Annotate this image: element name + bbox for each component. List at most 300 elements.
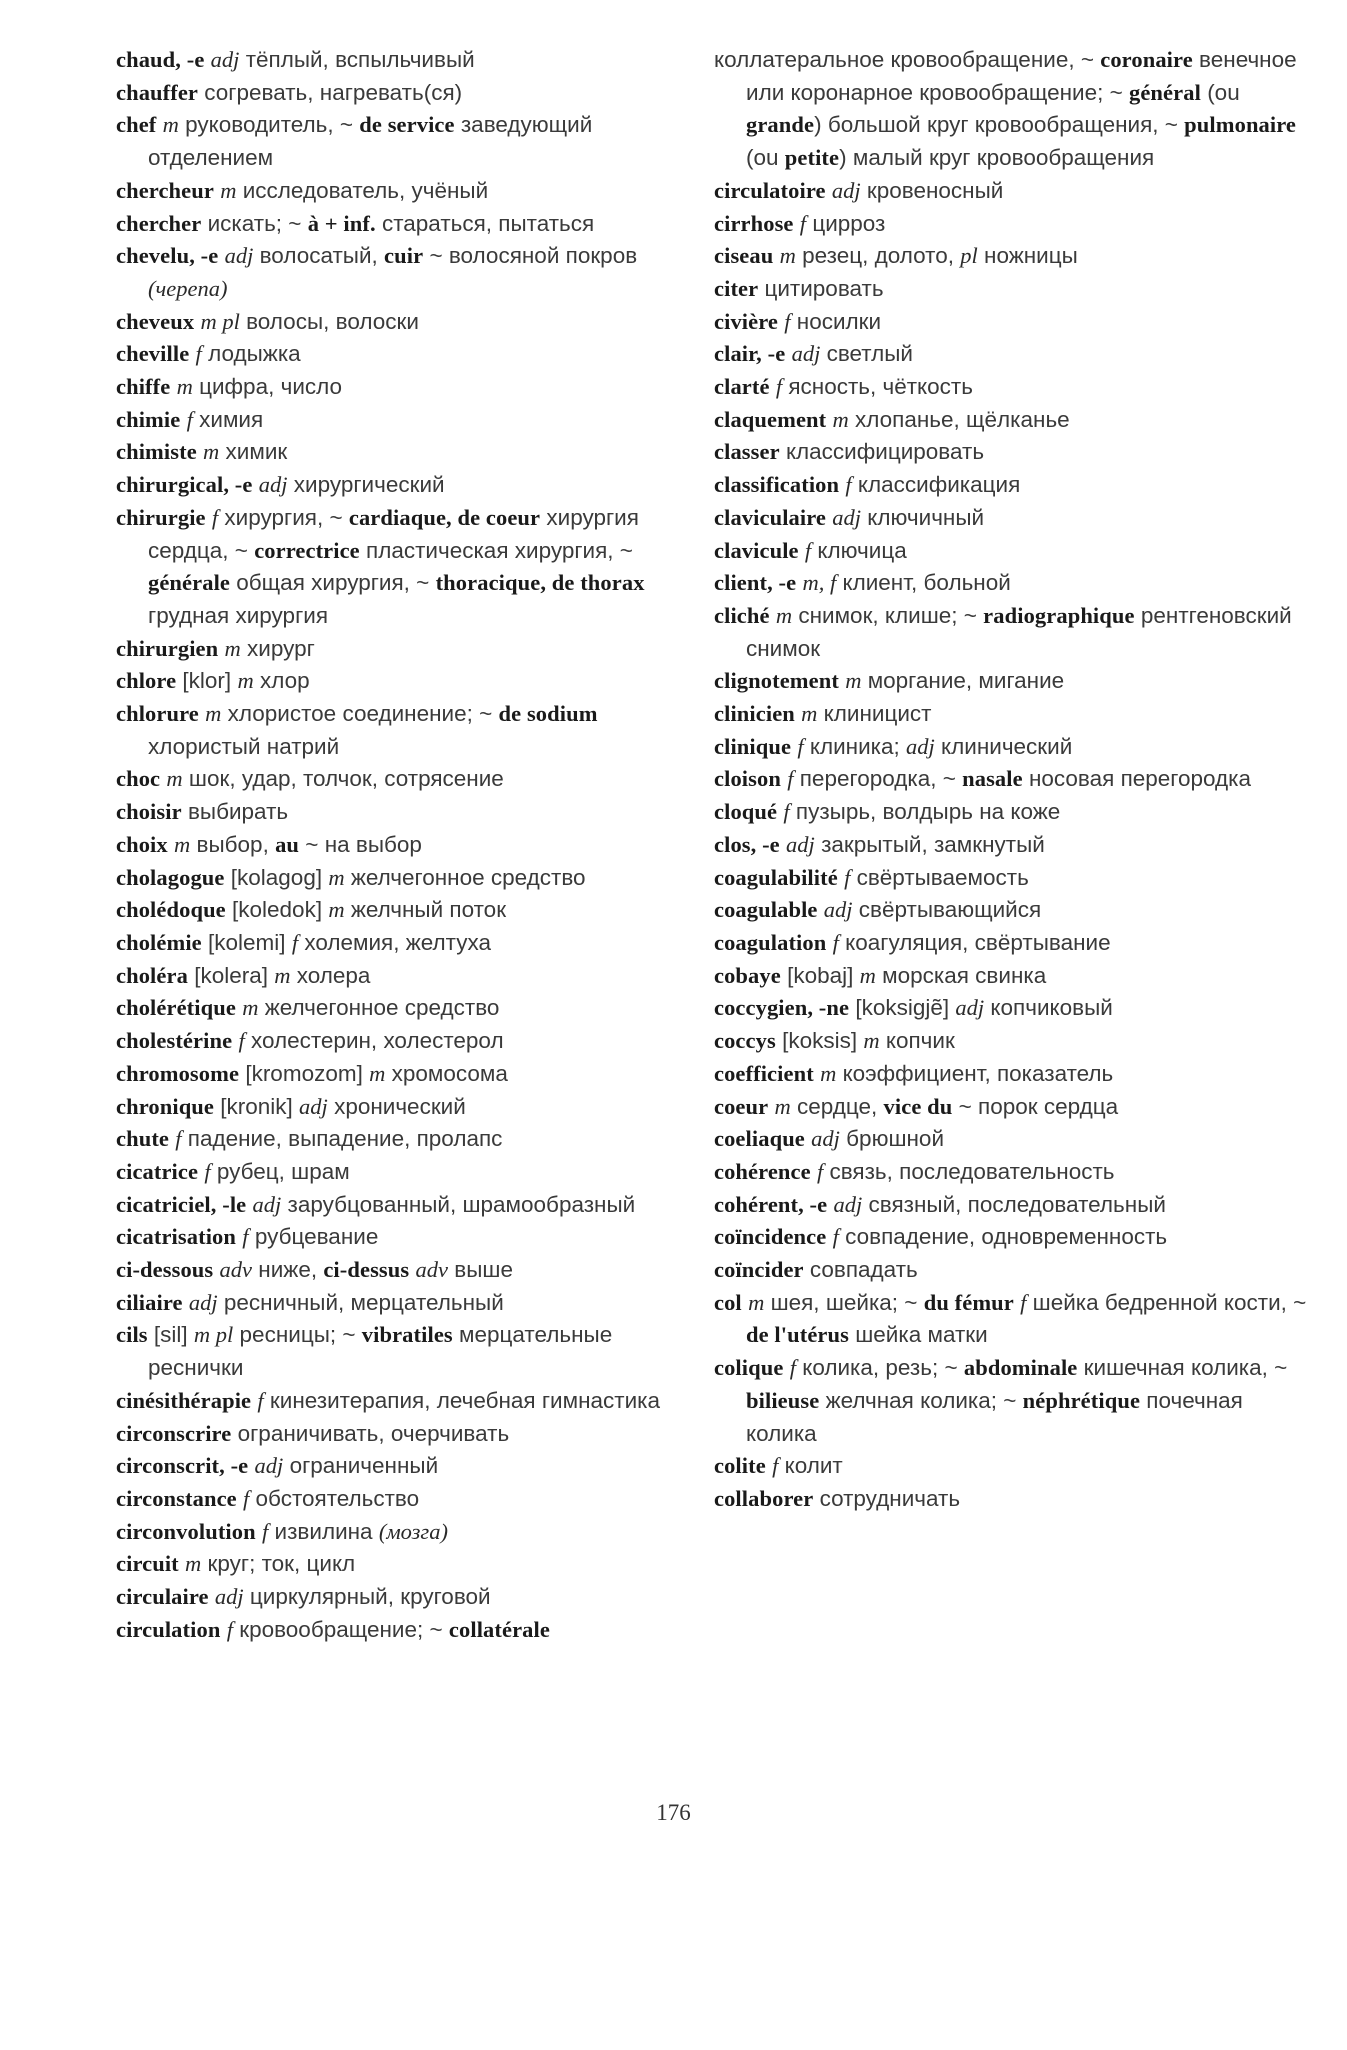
dictionary-entry <box>714 567 1314 600</box>
dictionary-entry <box>714 796 1314 829</box>
translation-text: кинезитерапия, лечебная гимнастика <box>263 1387 660 1413</box>
translation-text: кровообращение; ~ <box>232 1616 449 1642</box>
translation-text: [kolagog] <box>224 864 329 890</box>
translation-text: желчный поток <box>344 897 507 923</box>
grammar-label: m <box>328 897 345 923</box>
dictionary-entry <box>116 1123 706 1156</box>
translation-text: (ou <box>746 145 785 171</box>
headword: circonvolution <box>116 1518 256 1544</box>
translation-text: снимок, клише; ~ <box>792 602 984 628</box>
headword: choc <box>116 766 161 792</box>
headword: ci-dessus <box>323 1257 410 1283</box>
headword: cholestérine <box>116 1028 233 1054</box>
translation-text: исследователь, учёный <box>236 177 489 203</box>
grammar-label: f <box>257 1387 264 1413</box>
grammar-label: f <box>772 1453 779 1479</box>
grammar-label: adj <box>254 1453 284 1479</box>
headword: nasale <box>962 766 1023 792</box>
headword: coronaire <box>1100 47 1193 72</box>
headword: chaud, -e <box>116 47 205 72</box>
headword: coïncider <box>714 1257 804 1283</box>
headword: ciseau <box>714 243 774 269</box>
grammar-label: adj <box>258 472 288 498</box>
translation-text: цифра, число <box>192 374 343 400</box>
headword: chirurgie <box>116 504 206 530</box>
headword: cheville <box>116 341 190 367</box>
grammar-label: adj <box>955 995 985 1021</box>
translation-text: [koksis] <box>775 1028 864 1054</box>
translation-text: хирургический <box>287 472 445 498</box>
grammar-label: f <box>186 406 193 432</box>
dictionary-entry <box>714 273 1314 306</box>
headword: circulation <box>116 1616 221 1642</box>
dictionary-entry <box>714 1156 1314 1189</box>
dictionary-entry <box>714 535 1314 568</box>
dictionary-entry <box>714 404 1314 437</box>
headword: citer <box>714 275 759 301</box>
grammar-label: m <box>775 602 793 628</box>
translation-text: носовая перегородка <box>1022 766 1252 792</box>
translation-text: копчик <box>879 1028 955 1054</box>
translation-text: стараться, пытаться <box>375 210 595 236</box>
translation-text: ограниченный <box>283 1453 439 1479</box>
dictionary-entry <box>714 829 1314 862</box>
grammar-label: m <box>774 1093 791 1119</box>
headword: coagulabilité <box>714 864 838 890</box>
grammar-label: f <box>262 1518 269 1544</box>
headword: abdominale <box>963 1355 1078 1381</box>
dictionary-entry <box>714 306 1314 339</box>
translation-text: клиент, больной <box>836 570 1011 596</box>
headword: néphrétique <box>1022 1387 1141 1413</box>
dictionary-entry <box>116 306 706 339</box>
grammar-label: f <box>211 504 219 530</box>
grammar-label: m <box>832 406 849 432</box>
translation-text: [koledok] <box>225 897 329 923</box>
headword: collaborer <box>714 1485 814 1511</box>
headword: cobaye <box>714 962 781 988</box>
translation-text: хронический <box>327 1093 466 1119</box>
dictionary-entry <box>116 927 706 960</box>
headword: clair, -e <box>714 341 786 367</box>
headword: cicatrice <box>116 1158 199 1184</box>
translation-text: шейка матки <box>848 1322 988 1348</box>
translation-text: хромосома <box>385 1060 508 1086</box>
dictionary-entry <box>714 927 1314 960</box>
headword: bilieuse <box>746 1387 820 1413</box>
translation-text: падение, выпадение, пролапс <box>181 1126 503 1152</box>
headword: cholagogue <box>116 864 225 890</box>
grammar-label: m <box>863 1028 880 1054</box>
grammar-label: m <box>220 177 237 203</box>
dictionary-entry <box>714 436 1314 469</box>
grammar-label: adj <box>791 341 821 367</box>
translation-text: кровеносный <box>860 177 1004 203</box>
headword: chromosome <box>116 1060 240 1086</box>
grammar-label: f <box>799 210 807 236</box>
grammar-label: m <box>748 1289 765 1315</box>
grammar-label: f <box>291 929 299 955</box>
headword: cheveux <box>116 308 195 334</box>
translation-text: совпадение, одновременность <box>838 1224 1168 1250</box>
dictionary-entry <box>116 1385 706 1418</box>
translation-text: связный, последовательный <box>862 1191 1166 1217</box>
headword: chauffer <box>116 79 199 105</box>
grammar-label: m <box>174 831 191 857</box>
grammar-label: f <box>204 1158 211 1184</box>
grammar-label: m <box>185 1551 202 1577</box>
dictionary-entry <box>116 502 706 633</box>
dictionary-entry <box>714 1058 1314 1091</box>
grammar-label: m pl <box>200 308 240 334</box>
dictionary-entry <box>116 992 706 1025</box>
translation-text: связь, последовательность <box>823 1158 1115 1184</box>
headword: cuir <box>384 243 424 269</box>
headword: circonstance <box>116 1485 237 1511</box>
translation-text: хлопанье, щёлканье <box>848 406 1070 432</box>
grammar-label: adj <box>831 177 861 203</box>
translation-text: клинический <box>934 733 1073 759</box>
dictionary-entry <box>116 338 706 371</box>
grammar-label: f <box>243 1485 250 1511</box>
translation-text: хирургия сердца, ~ <box>148 504 639 563</box>
headword: générale <box>148 570 231 596</box>
dictionary-entry <box>714 894 1314 927</box>
translation-text: [klor] <box>176 668 238 694</box>
translation-text: морская свинка <box>875 962 1047 988</box>
translation-text: желчегонное средство <box>344 864 586 890</box>
translation-text: рубец, шрам <box>210 1158 350 1184</box>
translation-text: руководитель, ~ <box>178 112 360 138</box>
grammar-label: f <box>242 1224 249 1250</box>
grammar-label: f <box>175 1126 182 1152</box>
grammar-label: adj <box>210 47 240 72</box>
headword: clinicien <box>714 701 795 727</box>
headword: au <box>275 831 300 857</box>
grammar-label: f <box>1020 1289 1027 1315</box>
headword: coeliaque <box>714 1126 805 1152</box>
grammar-label: m <box>328 864 345 890</box>
translation-text: химик <box>219 439 288 465</box>
headword: circonscrire <box>116 1420 232 1446</box>
headword: cliché <box>714 602 770 628</box>
dictionary-entry <box>116 371 706 404</box>
dictionary-entry <box>714 175 1314 208</box>
translation-text: цирроз <box>806 210 886 236</box>
dictionary-entry <box>714 763 1314 796</box>
headword: classer <box>714 439 780 465</box>
translation-text: ресничный, мерцательный <box>217 1289 504 1315</box>
translation-text: циркулярный, круговой <box>243 1584 491 1610</box>
headword: choisir <box>116 799 182 825</box>
translation-text: выбор, <box>190 831 276 857</box>
translation-text: [koksigjẽ] <box>849 995 956 1021</box>
grammar-label: m <box>205 701 222 727</box>
grammar-label: adj <box>906 733 935 759</box>
headword: coagulation <box>714 929 827 955</box>
dictionary-entry <box>116 1418 706 1451</box>
dictionary-entry <box>116 240 706 305</box>
grammar-label: adj <box>823 897 853 923</box>
translation-text: [kromozom] <box>239 1060 370 1086</box>
grammar-label: f <box>783 799 790 825</box>
headword: circulatoire <box>714 177 826 203</box>
headword: cohérence <box>714 1158 811 1184</box>
translation-text: рубцевание <box>248 1224 379 1250</box>
grammar-label: pl <box>960 243 978 269</box>
dictionary-entry <box>714 992 1314 1025</box>
translation-text: общая хирургия, ~ <box>230 570 436 596</box>
grammar-label: adj <box>811 1126 840 1152</box>
dictionary-entry <box>714 1287 1314 1352</box>
headword: cinésithérapie <box>116 1387 252 1413</box>
grammar-label: f <box>797 733 804 759</box>
translation-text: кишечная колика, ~ <box>1077 1355 1288 1381</box>
headword: chimie <box>116 406 181 432</box>
headword: de sodium <box>498 701 598 727</box>
headword: chlore <box>116 668 177 694</box>
dictionary-entry <box>714 1483 1314 1516</box>
dictionary-entry <box>116 1319 706 1384</box>
dictionary-entry <box>116 109 706 174</box>
headword: vibratiles <box>361 1322 453 1348</box>
translation-text: почечная колика <box>746 1387 1243 1446</box>
grammar-label: adj <box>832 504 862 530</box>
translation-text: сердце, <box>790 1093 884 1119</box>
dictionary-entry <box>714 371 1314 404</box>
grammar-label: adj <box>833 1191 863 1217</box>
headword: cicatriciel, -le <box>116 1191 247 1217</box>
translation-text: заведующий отделением <box>148 112 593 171</box>
headword: civière <box>714 308 778 334</box>
translation-text: волосатый, <box>253 243 385 269</box>
dictionary-entry <box>116 175 706 208</box>
headword: chute <box>116 1126 169 1152</box>
left-column <box>116 44 706 1646</box>
grammar-label: m, f <box>802 570 837 596</box>
headword: circuit <box>116 1551 179 1577</box>
headword: claviculaire <box>714 504 827 530</box>
headword: chlorure <box>116 701 199 727</box>
grammar-label: m <box>237 668 254 694</box>
translation-text: классификация <box>851 472 1021 498</box>
grammar-label: m <box>369 1060 386 1086</box>
translation-text: хирургия, ~ <box>218 504 349 530</box>
translation-text: клиника; <box>803 733 907 759</box>
translation-text: ключичный <box>861 504 985 530</box>
dictionary-entry <box>714 338 1314 371</box>
headword: de l'utérus <box>746 1322 849 1348</box>
dictionary-entry <box>714 1189 1314 1222</box>
translation-text: [kolera] <box>187 962 275 988</box>
dictionary-entry <box>116 1221 706 1254</box>
translation-text: хлор <box>253 668 310 694</box>
translation-text: искать; ~ <box>201 210 308 236</box>
translation-text: согревать, нагревать(ся) <box>198 79 463 105</box>
dictionary-entry <box>116 1058 706 1091</box>
grammar-label: adv <box>415 1257 449 1283</box>
translation-text: тёплый, вспыльчивый <box>239 47 475 72</box>
grammar-label: m <box>162 112 179 138</box>
translation-text: классифицировать <box>779 439 985 465</box>
translation-text: холестерин, холестерол <box>244 1028 504 1054</box>
headword: grande <box>746 112 815 138</box>
translation-text: ресницы; ~ <box>233 1322 362 1348</box>
headword: chimiste <box>116 439 197 465</box>
grammar-label: f <box>845 472 852 498</box>
translation-text: ) малый круг кровообращения <box>839 145 1155 171</box>
translation-text: извилина <box>268 1518 379 1544</box>
dictionary-entry <box>116 1614 706 1647</box>
dictionary-entry <box>116 469 706 502</box>
grammar-label: adj <box>188 1289 218 1315</box>
grammar-label: m <box>779 243 796 269</box>
headword: classification <box>714 472 840 498</box>
translation-text: холемия, желтуха <box>298 929 491 955</box>
translation-text: холера <box>290 962 371 988</box>
dictionary-entry <box>714 1091 1314 1124</box>
translation-text: [kolemi] <box>201 929 292 955</box>
right-column <box>714 44 1314 1516</box>
dictionary-entry <box>116 1450 706 1483</box>
translation-text: ~ порок сердца <box>952 1093 1119 1119</box>
headword: col <box>714 1289 742 1315</box>
headword: radiographique <box>983 602 1135 628</box>
translation-text: ограничивать, очерчивать <box>231 1420 510 1446</box>
translation-text: ~ волосяной покров <box>423 243 638 269</box>
headword: chirurgien <box>116 635 219 661</box>
grammar-label: adj <box>252 1191 282 1217</box>
translation-text: (ou <box>1200 79 1240 105</box>
dictionary-entry <box>714 862 1314 895</box>
headword: cohérent, -e <box>714 1191 828 1217</box>
dictionary-entry <box>714 698 1314 731</box>
headword: colique <box>714 1355 784 1381</box>
headword: clarté <box>714 374 770 400</box>
headword: cholédoque <box>116 897 226 923</box>
headword: clinique <box>714 733 792 759</box>
translation-text: хлористое соединение; ~ <box>221 701 499 727</box>
page-number: 176 <box>656 1800 691 1825</box>
dictionary-entry <box>714 502 1314 535</box>
dictionary-entry <box>714 1123 1314 1156</box>
grammar-label: (мозга) <box>378 1518 448 1544</box>
grammar-label: f <box>238 1028 245 1054</box>
grammar-label: adj <box>786 831 815 857</box>
translation-text: ключица <box>811 537 907 563</box>
headword: chercher <box>116 210 202 236</box>
dictionary-entry <box>116 208 706 241</box>
grammar-label: (черепа) <box>148 275 228 301</box>
dictionary-entry <box>714 665 1314 698</box>
headword: chevelu, -e <box>116 243 219 269</box>
grammar-label: f <box>787 766 794 792</box>
translation-text: носилки <box>790 308 882 334</box>
grammar-label: f <box>226 1616 233 1642</box>
headword: petite <box>784 145 840 171</box>
translation-text: цитировать <box>758 275 884 301</box>
dictionary-entry <box>116 1091 706 1124</box>
dictionary-entry <box>116 763 706 796</box>
translation-text: клиницист <box>817 701 932 727</box>
headword: cicatrisation <box>116 1224 237 1250</box>
translation-text: венечное или коронарное кровообращение; ~ <box>746 47 1297 105</box>
dictionary-entry <box>116 1548 706 1581</box>
dictionary-entry <box>116 1189 706 1222</box>
grammar-label: f <box>844 864 851 890</box>
dictionary-entry <box>116 796 706 829</box>
headword: chiffe <box>116 374 171 400</box>
headword: chronique <box>116 1093 215 1119</box>
grammar-label: f <box>775 374 783 400</box>
grammar-label: adv <box>219 1257 253 1283</box>
translation-text: выбирать <box>181 799 289 825</box>
headword: cardiaque, de coeur <box>348 504 541 530</box>
dictionary-entry <box>116 960 706 993</box>
dictionary-entry <box>116 1156 706 1189</box>
grammar-label: adj <box>299 1093 328 1119</box>
translation-text: пузырь, волдырь на коже <box>789 799 1061 825</box>
headword: circulaire <box>116 1584 209 1610</box>
grammar-label: f <box>784 308 791 334</box>
headword: coagulable <box>714 897 818 923</box>
translation-text: химия <box>192 406 264 432</box>
dictionary-entry <box>116 1287 706 1320</box>
headword: coccygien, -ne <box>714 995 850 1021</box>
headword: cils <box>116 1322 148 1348</box>
grammar-label: f <box>816 1158 824 1184</box>
headword: coeur <box>714 1093 769 1119</box>
dictionary-entry <box>116 829 706 862</box>
dictionary-entry <box>714 600 1314 665</box>
translation-text: колит <box>778 1453 843 1479</box>
dictionary-entry <box>714 1352 1314 1450</box>
headword: chirurgical, -e <box>116 472 253 498</box>
dictionary-entry <box>714 1450 1314 1483</box>
headword: choix <box>116 831 168 857</box>
translation-text: сотрудничать <box>813 1485 961 1511</box>
translation-text: [kronik] <box>214 1093 300 1119</box>
headword: correctrice <box>254 537 360 563</box>
translation-text: ) большой круг кровообращения, ~ <box>814 112 1185 138</box>
headword: pulmonaire <box>1184 112 1297 138</box>
dictionary-entry <box>714 240 1314 273</box>
headword: cholémie <box>116 929 202 955</box>
dictionary-entry <box>116 894 706 927</box>
translation-text: ножницы <box>977 243 1078 269</box>
dictionary-entry <box>116 633 706 666</box>
headword: client, -e <box>714 570 797 596</box>
headword: clignotement <box>714 668 839 694</box>
translation-text: волосы, волоски <box>239 308 419 334</box>
translation-text: копчиковый <box>984 995 1113 1021</box>
translation-text: выше <box>448 1257 513 1283</box>
headword: cholérétique <box>116 995 236 1021</box>
dictionary-entry <box>714 1025 1314 1058</box>
headword: collatérale <box>448 1616 550 1642</box>
dictionary-entry <box>116 862 706 895</box>
headword: thoracique, de thorax <box>435 570 645 596</box>
translation-text: лодыжка <box>201 341 301 367</box>
translation-text: ~ на выбор <box>299 831 422 857</box>
grammar-label: m <box>242 995 259 1021</box>
grammar-label: f <box>804 537 812 563</box>
translation-text: рентгеновский снимок <box>746 602 1292 661</box>
translation-text: круг; ток, цикл <box>201 1551 356 1577</box>
headword: cirrhose <box>714 210 794 236</box>
headword: clos, -e <box>714 831 780 857</box>
headword: claquement <box>714 406 827 432</box>
